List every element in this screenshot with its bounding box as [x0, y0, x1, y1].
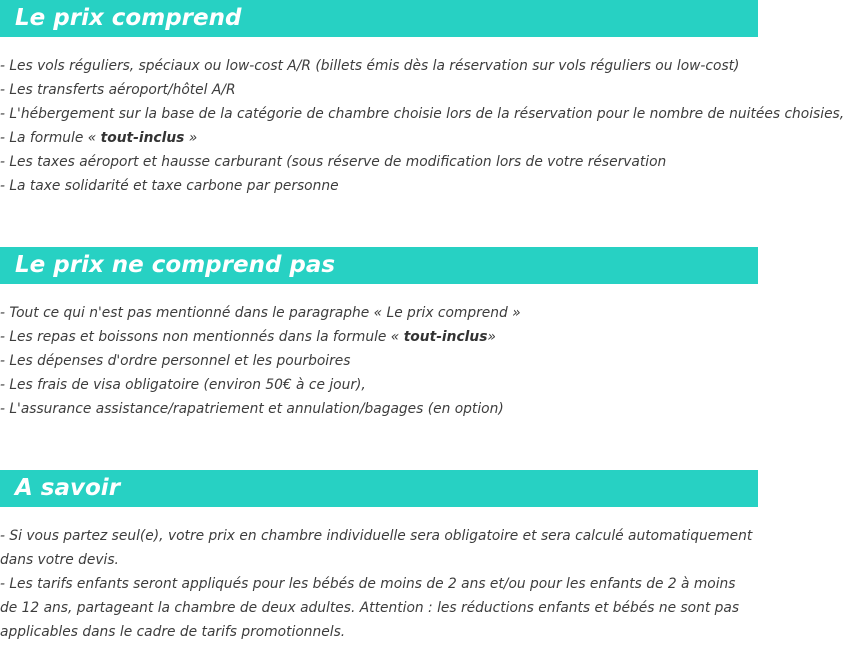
list-item: - Les dépenses d'ordre personnel et les pourboires — [0, 353, 351, 369]
section-price-excludes — [0, 247, 758, 421]
list-item: - Les taxes aéroport et hausse carburant (sous réserve de modification lors de votre réservation — [0, 154, 667, 170]
list-item: - Les repas et boissons non mentionnés dans la formule « tout-inclus» — [0, 329, 496, 345]
section-price-includes — [0, 0, 844, 198]
list-item: - Les frais de visa obligatoire (environ 50€ à ce jour), — [0, 377, 366, 393]
section-body — [0, 54, 844, 198]
list-item: - Les tarifs enfants seront appliqués pour les bébés de moins de 2 ans et/ou pour les enfants de 2 à moins de 12 ans, partageant la chambre de deux adultes. Attention : les réductions enfants et bébés ne sont pas applicables dans le cadre de tarifs promotionnels. — [0, 576, 740, 640]
list-item: - L'assurance assistance/rapatriement et annulation/bagages (en option) — [0, 401, 504, 417]
list-item: - Tout ce qui n'est pas mentionné dans le paragraphe « Le prix comprend » — [0, 305, 521, 321]
list-item: - La taxe solidarité et taxe carbone par personne — [0, 178, 339, 194]
section-title: Le prix ne comprend pas — [0, 247, 758, 284]
list-item: - Si vous partez seul(e), votre prix en chambre individuelle sera obligatoire et sera calculé automatiquement dans votre devis. — [0, 528, 753, 568]
bold-term: tout-inclus — [100, 130, 185, 146]
list-item: - L'hébergement sur la base de la catégorie de chambre choisie lors de la réservation pour le nombre de nuitées choisies, — [0, 106, 844, 122]
section-good-to-know — [0, 470, 758, 644]
list-item: - La formule « tout-inclus » — [0, 130, 198, 146]
section-body — [0, 524, 758, 644]
list-item: - Les transferts aéroport/hôtel A/R — [0, 82, 236, 98]
section-title: A savoir — [0, 470, 758, 507]
section-title: Le prix comprend — [0, 0, 758, 37]
section-body — [0, 301, 758, 421]
list-item: - Les vols réguliers, spéciaux ou low-cost A/R (billets émis dès la réservation sur vols réguliers ou low-cost) — [0, 58, 740, 74]
bold-term: tout-inclus — [403, 329, 488, 345]
